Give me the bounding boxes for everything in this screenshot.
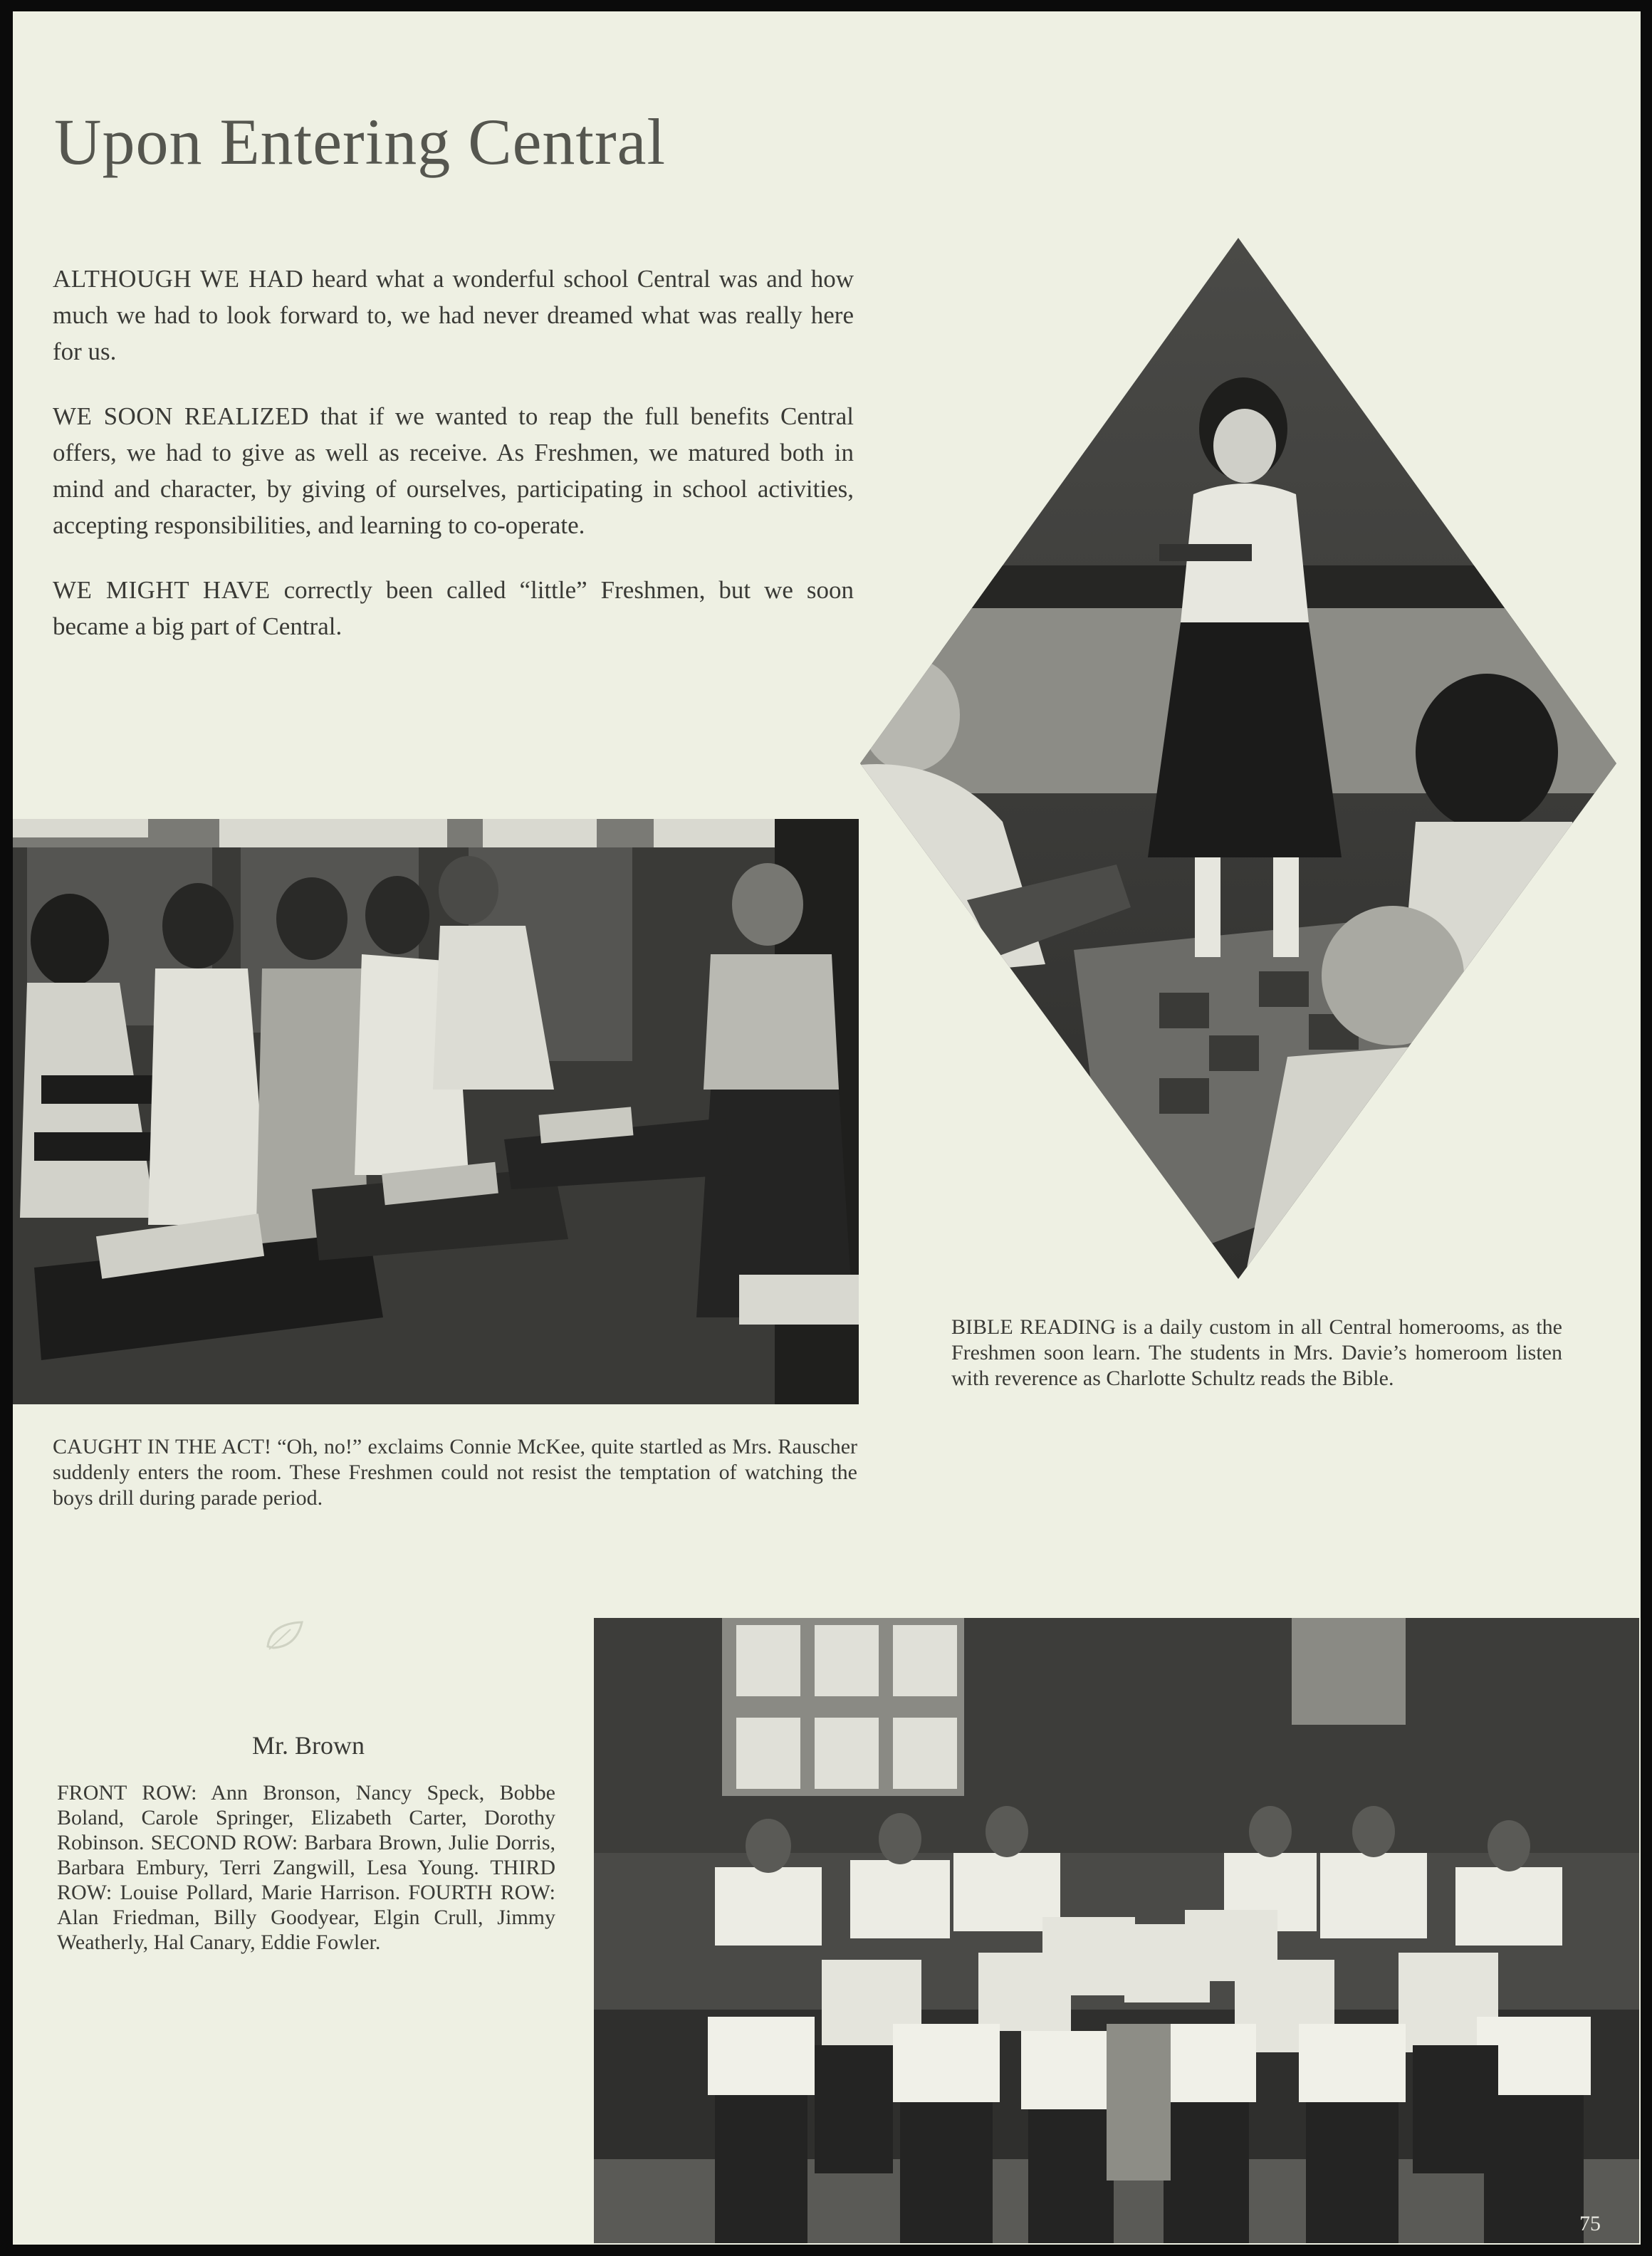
intro-paragraph-2: [53, 398, 854, 543]
bible-caption: BIBLE READING is a daily custom in all Central homerooms, as the Freshmen soon learn. The students in Mrs. Davie’s homeroom listen with reverence as Charlotte Schultz reads the Bible.: [951, 1315, 1562, 1390]
intro-lead-3: WE MIGHT HAVE: [53, 576, 271, 604]
intro-lead-1: ALTHOUGH WE HAD: [53, 265, 304, 293]
leaf-ornament-icon: [263, 1618, 306, 1654]
intro-lead-2: WE SOON REALIZED: [53, 402, 310, 430]
homeroom-teacher: Mr. Brown: [251, 1731, 365, 1760]
classroom-photo: [13, 819, 859, 1404]
page-number: 75: [1579, 2212, 1601, 2235]
intro-body-2: that if we wanted to reap the full benefits Central offers, we had to give as well as receive. As Freshmen, we matured both in mind and character, by giving of ourselves, participating in school activities, accepting responsibilities, and learning to co-operate.: [53, 402, 854, 539]
bible-reading-photo: [860, 238, 1616, 1279]
yearbook-page: [13, 11, 1641, 2245]
page-title: Upon Entering Central: [54, 105, 666, 178]
intro-body-1: heard what a wonderful school Central was and how much we had to look forward to, we had never dreamed what was really here for us.: [53, 265, 854, 365]
classroom-caption: CAUGHT IN THE ACT! “Oh, no!” exclaims Connie McKee, quite startled as Mrs. Rauscher suddenly enters the room. These Freshmen could not resist the temptation of watching the boys drill during parade period.: [53, 1435, 857, 1510]
homeroom-names: FRONT ROW: Ann Bronson, Nancy Speck, Bobbe Boland, Carole Springer, Elizabeth Carter, Dorothy Robinson. SECOND ROW: Barbara Brown, Julie Dorris, Barbara Embury, Terri Zangwill, Lesa Young. THIRD ROW: Louise Pollard, Marie Harrison. FOURTH ROW: Alan Friedman, Billy Goodyear, Elgin Crull, Jimmy Weatherly, Hal Canary, Eddie Fowler.: [57, 1781, 555, 1954]
intro-text: [53, 261, 854, 673]
intro-body-3: correctly been called “little” Freshmen, but we soon became a big part of Central.: [53, 576, 854, 640]
homeroom-group-photo: [594, 1618, 1639, 2243]
intro-paragraph-3: [53, 572, 854, 644]
intro-paragraph-1: [53, 261, 854, 370]
